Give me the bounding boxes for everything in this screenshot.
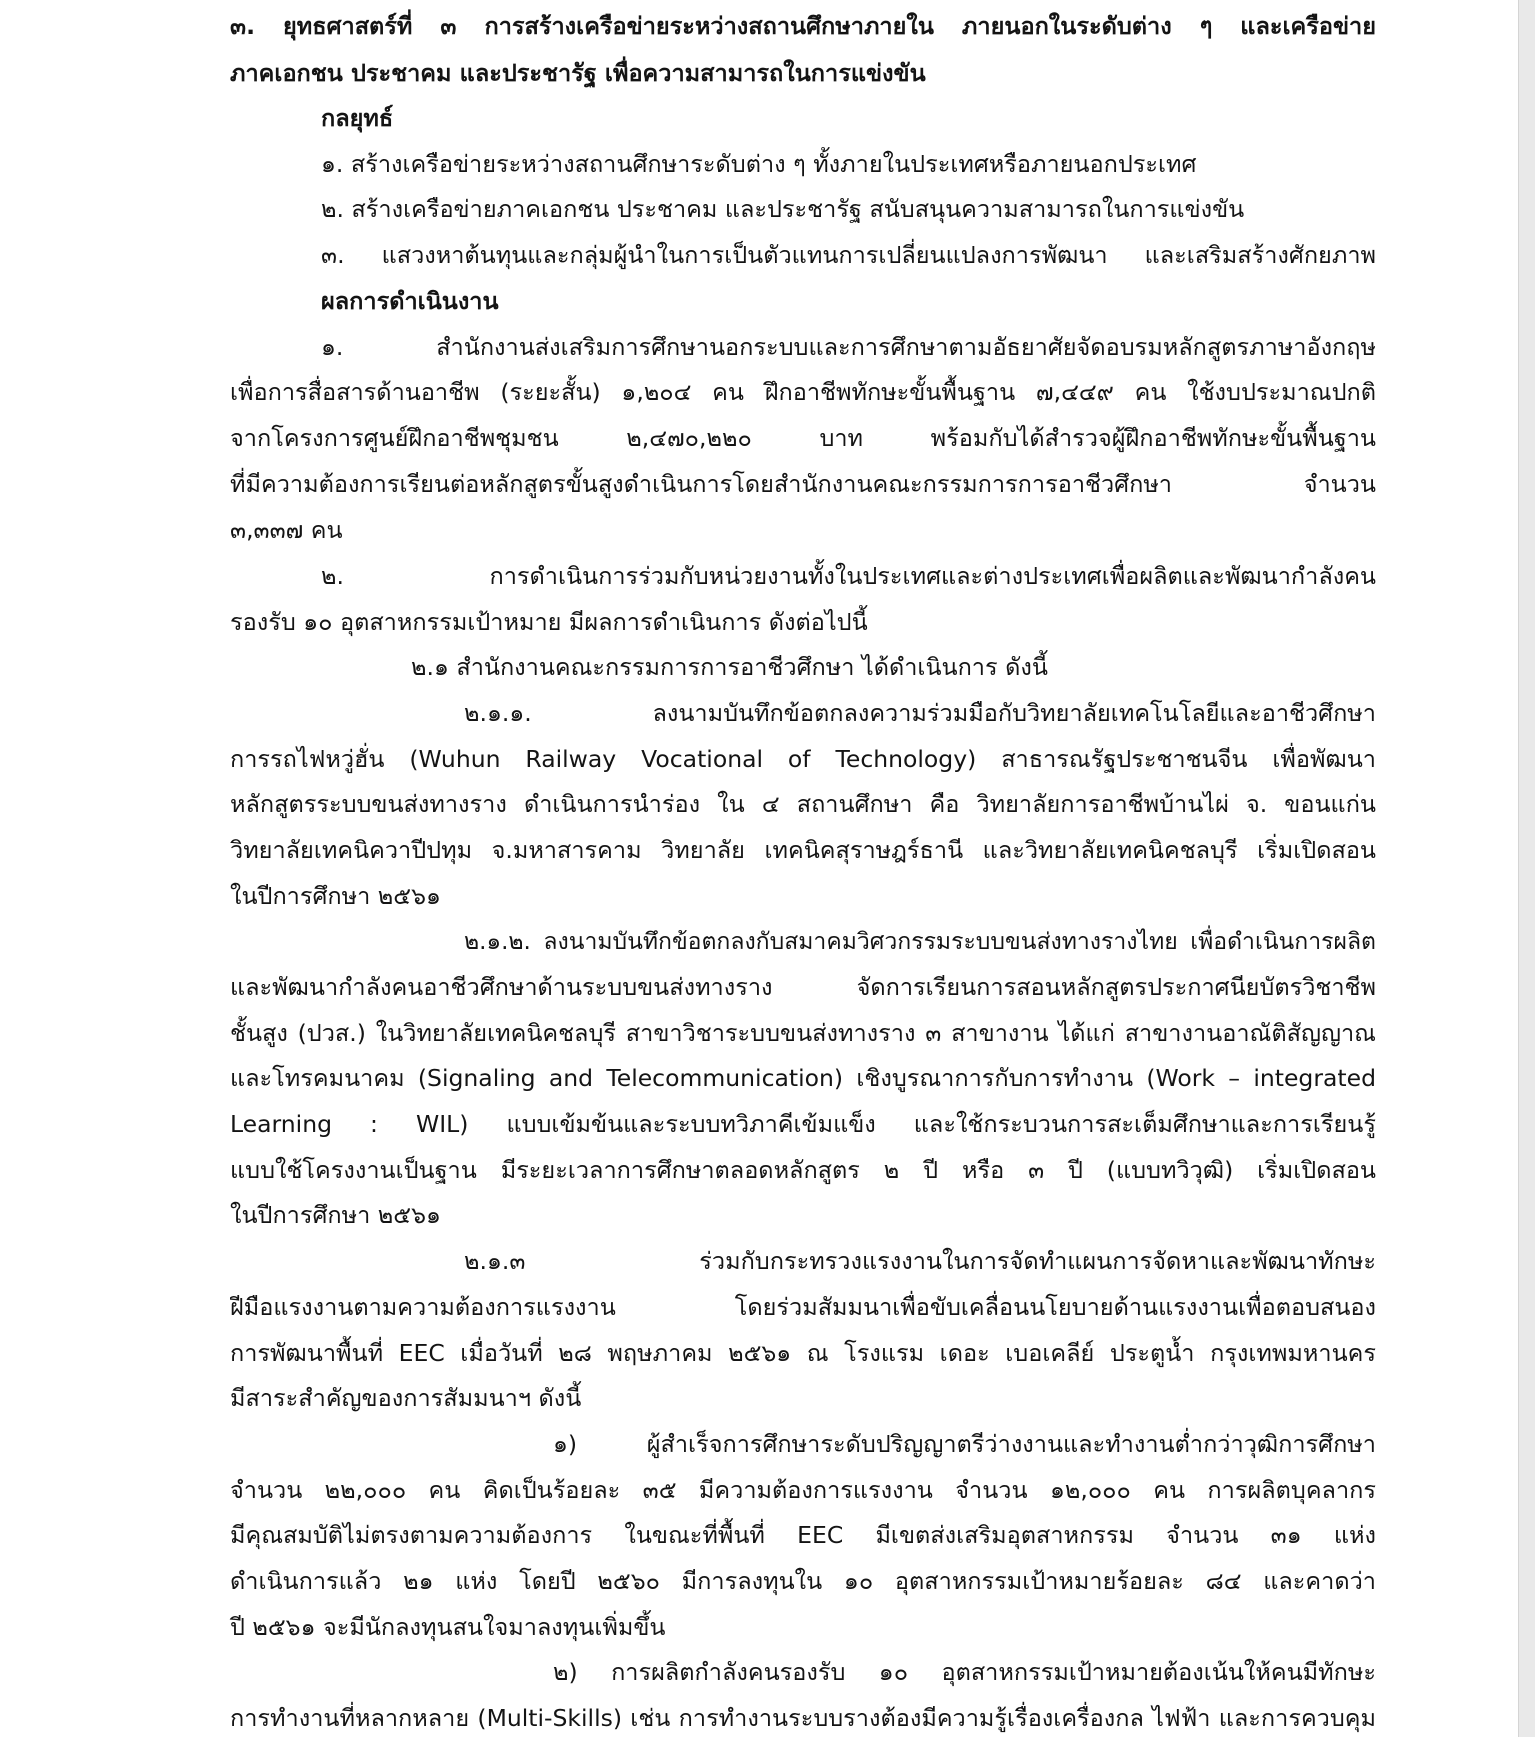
paragraph-2-1-1-line-4: วิทยาลัยเทคนิควาปีปทุม จ.มหาสารคาม วิทยาลัย เทคนิคสุราษฎร์ธานี และวิทยาลัยเทคนิคชลบุรี เริ่มเปิดสอน <box>230 836 1376 864</box>
paragraph-2-1-2-line-6: แบบใช้โครงงานเป็นฐาน มีระยะเวลาการศึกษาตลอดหลักสูตร ๒ ปี หรือ ๓ ปี (แบบทวิวุฒิ) เริ่มเปิดสอน <box>230 1156 1376 1184</box>
strategy-title: กลยุทธ์ <box>321 104 394 132</box>
paragraph-2-1-3-line-3: การพัฒนาพื้นที่ EEC เมื่อวันที่ ๒๘ พฤษภาคม ๒๕๖๑ ณ โรงแรม เดอะ เบอเคลีย์ ประตูน้ำ กรุงเทพมหานคร <box>230 1339 1376 1367</box>
strategy-item-1: ๑. สร้างเครือข่ายระหว่างสถานศึกษาระดับต่าง ๆ ทั้งภายในประเทศหรือภายนอกประเทศ <box>321 150 1197 178</box>
paragraph-2-1-1-line-2: การรถไฟหวู่ฮั่น (Wuhun Railway Vocational of Technology) สาธารณรัฐประชาชนจีน เพื่อพัฒนา <box>230 745 1376 773</box>
page-edge <box>1518 0 1535 1737</box>
paragraph-1-line-1: ๑. สำนักงานส่งเสริมการศึกษานอกระบบและการศึกษาตามอัธยาศัยจัดอบรมหลักสูตรภาษาอังกฤษ <box>321 333 1376 361</box>
paragraph-2-1-1-line-1: ๒.๑.๑. ลงนามบันทึกข้อตกลงความร่วมมือกับวิทยาลัยเทคโนโลยีและอาชีวศึกษา <box>464 699 1376 727</box>
paragraph-1-line-3: จากโครงการศูนย์ฝึกอาชีพชุมชน ๒,๔๗๐,๒๒๐ บาท พร้อมกับได้สำรวจผู้ฝึกอาชีพทักษะขั้นพื้นฐาน <box>230 424 1376 452</box>
paragraph-2-1-2-line-1: ๒.๑.๒. ลงนามบันทึกข้อตกลงกับสมาคมวิศวกรรมระบบขนส่งทางรางไทย เพื่อดำเนินการผลิต <box>464 929 1376 955</box>
subitem-2-line-2: การทำงานที่หลากหลาย (Multi-Skills) เช่น การทำงานระบบรางต้องมีความรู้เรื่องเครื่องกล ไฟฟ้า และการควบคุม <box>230 1704 1376 1732</box>
paragraph-2-line-2: รองรับ ๑๐ อุตสาหกรรมเป้าหมาย มีผลการดำเนินการ ดังต่อไปนี้ <box>230 608 868 636</box>
subitem-1-line-4: ดำเนินการแล้ว ๒๑ แห่ง โดยปี ๒๕๖๐ มีการลงทุนใน ๑๐ อุตสาหกรรมเป้าหมายร้อยละ ๘๔ และคาดว่า <box>230 1567 1376 1595</box>
paragraph-2-1-2-line-5: Learning : WIL) แบบเข้มข้นและระบบทวิภาคีเข้มแข็ง และใช้กระบวนการสะเต็มศึกษาและการเรียนรู้ <box>230 1110 1376 1138</box>
paragraph-2-1: ๒.๑ สำนักงานคณะกรรมการการอาชีวศึกษา ได้ดำเนินการ ดังนี้ <box>411 653 1048 681</box>
paragraph-2-1-3-line-2: ฝีมือแรงงานตามความต้องการแรงงาน โดยร่วมสัมมนาเพื่อขับเคลื่อนนโยบายด้านแรงงานเพื่อตอบสนอง <box>230 1293 1376 1321</box>
paragraph-2-1-2-line-4: และโทรคมนาคม (Signaling and Telecommunication) เชิงบูรณาการกับการทำงาน (Work – integrated <box>230 1064 1376 1092</box>
paragraph-2-1-1-line-5: ในปีการศึกษา ๒๕๖๑ <box>230 882 441 910</box>
paragraph-2-1-3-line-1: ๒.๑.๓ ร่วมกับกระทรวงแรงงานในการจัดทำแผนการจัดหาและพัฒนาทักษะ <box>464 1247 1376 1275</box>
results-title: ผลการดำเนินงาน <box>321 287 499 315</box>
paragraph-2-1-1-line-3: หลักสูตรระบบขนส่งทางราง ดำเนินการนำร่อง ใน ๔ สถานศึกษา คือ วิทยาลัยการอาชีพบ้านไผ่ จ. ขอนแก่น <box>230 790 1376 818</box>
paragraph-2-1-2-line-7: ในปีการศึกษา ๒๕๖๑ <box>230 1201 441 1229</box>
subitem-1-line-3: มีคุณสมบัติไม่ตรงตามความต้องการ ในขณะที่พื้นที่ EEC มีเขตส่งเสริมอุตสาหกรรม จำนวน ๓๑ แห่ง <box>230 1521 1376 1549</box>
strategy-item-3: ๓. แสวงหาต้นทุนและกลุ่มผู้นำในการเป็นตัวแทนการเปลี่ยนแปลงการพัฒนา และเสริมสร้างศักยภาพ <box>321 241 1376 269</box>
subitem-1-line-5: ปี ๒๕๖๑ จะมีนักลงทุนสนใจมาลงทุนเพิ่มขึ้น <box>230 1613 666 1641</box>
subitem-2-line-1: ๒) การผลิตกำลังคนรองรับ ๑๐ อุตสาหกรรมเป้าหมายต้องเน้นให้คนมีทักษะ <box>553 1658 1376 1686</box>
section-heading-line-1: ๓. ยุทธศาสตร์ที่ ๓ การสร้างเครือข่ายระหว่างสถานศึกษาภายใน ภายนอกในระดับต่าง ๆ และเครือข่าย <box>230 12 1376 40</box>
section-heading-line-2: ภาคเอกชน ประชาคม และประชารัฐ เพื่อความสามารถในการแข่งขัน <box>230 59 926 87</box>
paragraph-2-1-2-line-3: ชั้นสูง (ปวส.) ในวิทยาลัยเทคนิคชลบุรี สาขาวิชาระบบขนส่งทางราง ๓ สาขางาน ได้แก่ สาขางานอาณัติสัญญาณ <box>230 1019 1376 1047</box>
paragraph-2-1-2-line-2: และพัฒนากำลังคนอาชีวศึกษาด้านระบบขนส่งทางราง จัดการเรียนการสอนหลักสูตรประกาศนียบัตรวิชาชีพ <box>230 973 1376 1001</box>
subitem-1-line-2: จำนวน ๒๒,๐๐๐ คน คิดเป็นร้อยละ ๓๕ มีความต้องการแรงงาน จำนวน ๑๒,๐๐๐ คน การผลิตบุคลากร <box>230 1476 1376 1504</box>
paragraph-1-line-5: ๓,๓๓๗ คน <box>230 516 343 544</box>
paragraph-2-line-1: ๒. การดำเนินการร่วมกับหน่วยงานทั้งในประเทศและต่างประเทศเพื่อผลิตและพัฒนากำลังคน <box>321 562 1376 590</box>
paragraph-1-line-2: เพื่อการสื่อสารด้านอาชีพ (ระยะสั้น) ๑,๒๐๔ คน ฝึกอาชีพทักษะขั้นพื้นฐาน ๗,๔๔๙ คน ใช้งบประมาณปกติ <box>230 378 1376 406</box>
strategy-item-2: ๒. สร้างเครือข่ายภาคเอกชน ประชาคม และประชารัฐ สนับสนุนความสามารถในการแข่งขัน <box>321 195 1245 223</box>
subitem-1-line-1: ๑) ผู้สำเร็จการศึกษาระดับปริญญาตรีว่างงานและทำงานต่ำกว่าวุฒิการศึกษา <box>553 1430 1376 1458</box>
paragraph-1-line-4: ที่มีความต้องการเรียนต่อหลักสูตรขั้นสูงดำเนินการโดยสำนักงานคณะกรรมการการอาชีวศึกษา จำนวน <box>230 470 1376 498</box>
paragraph-2-1-3-line-4: มีสาระสำคัญของการสัมมนาฯ ดังนี้ <box>230 1384 582 1412</box>
